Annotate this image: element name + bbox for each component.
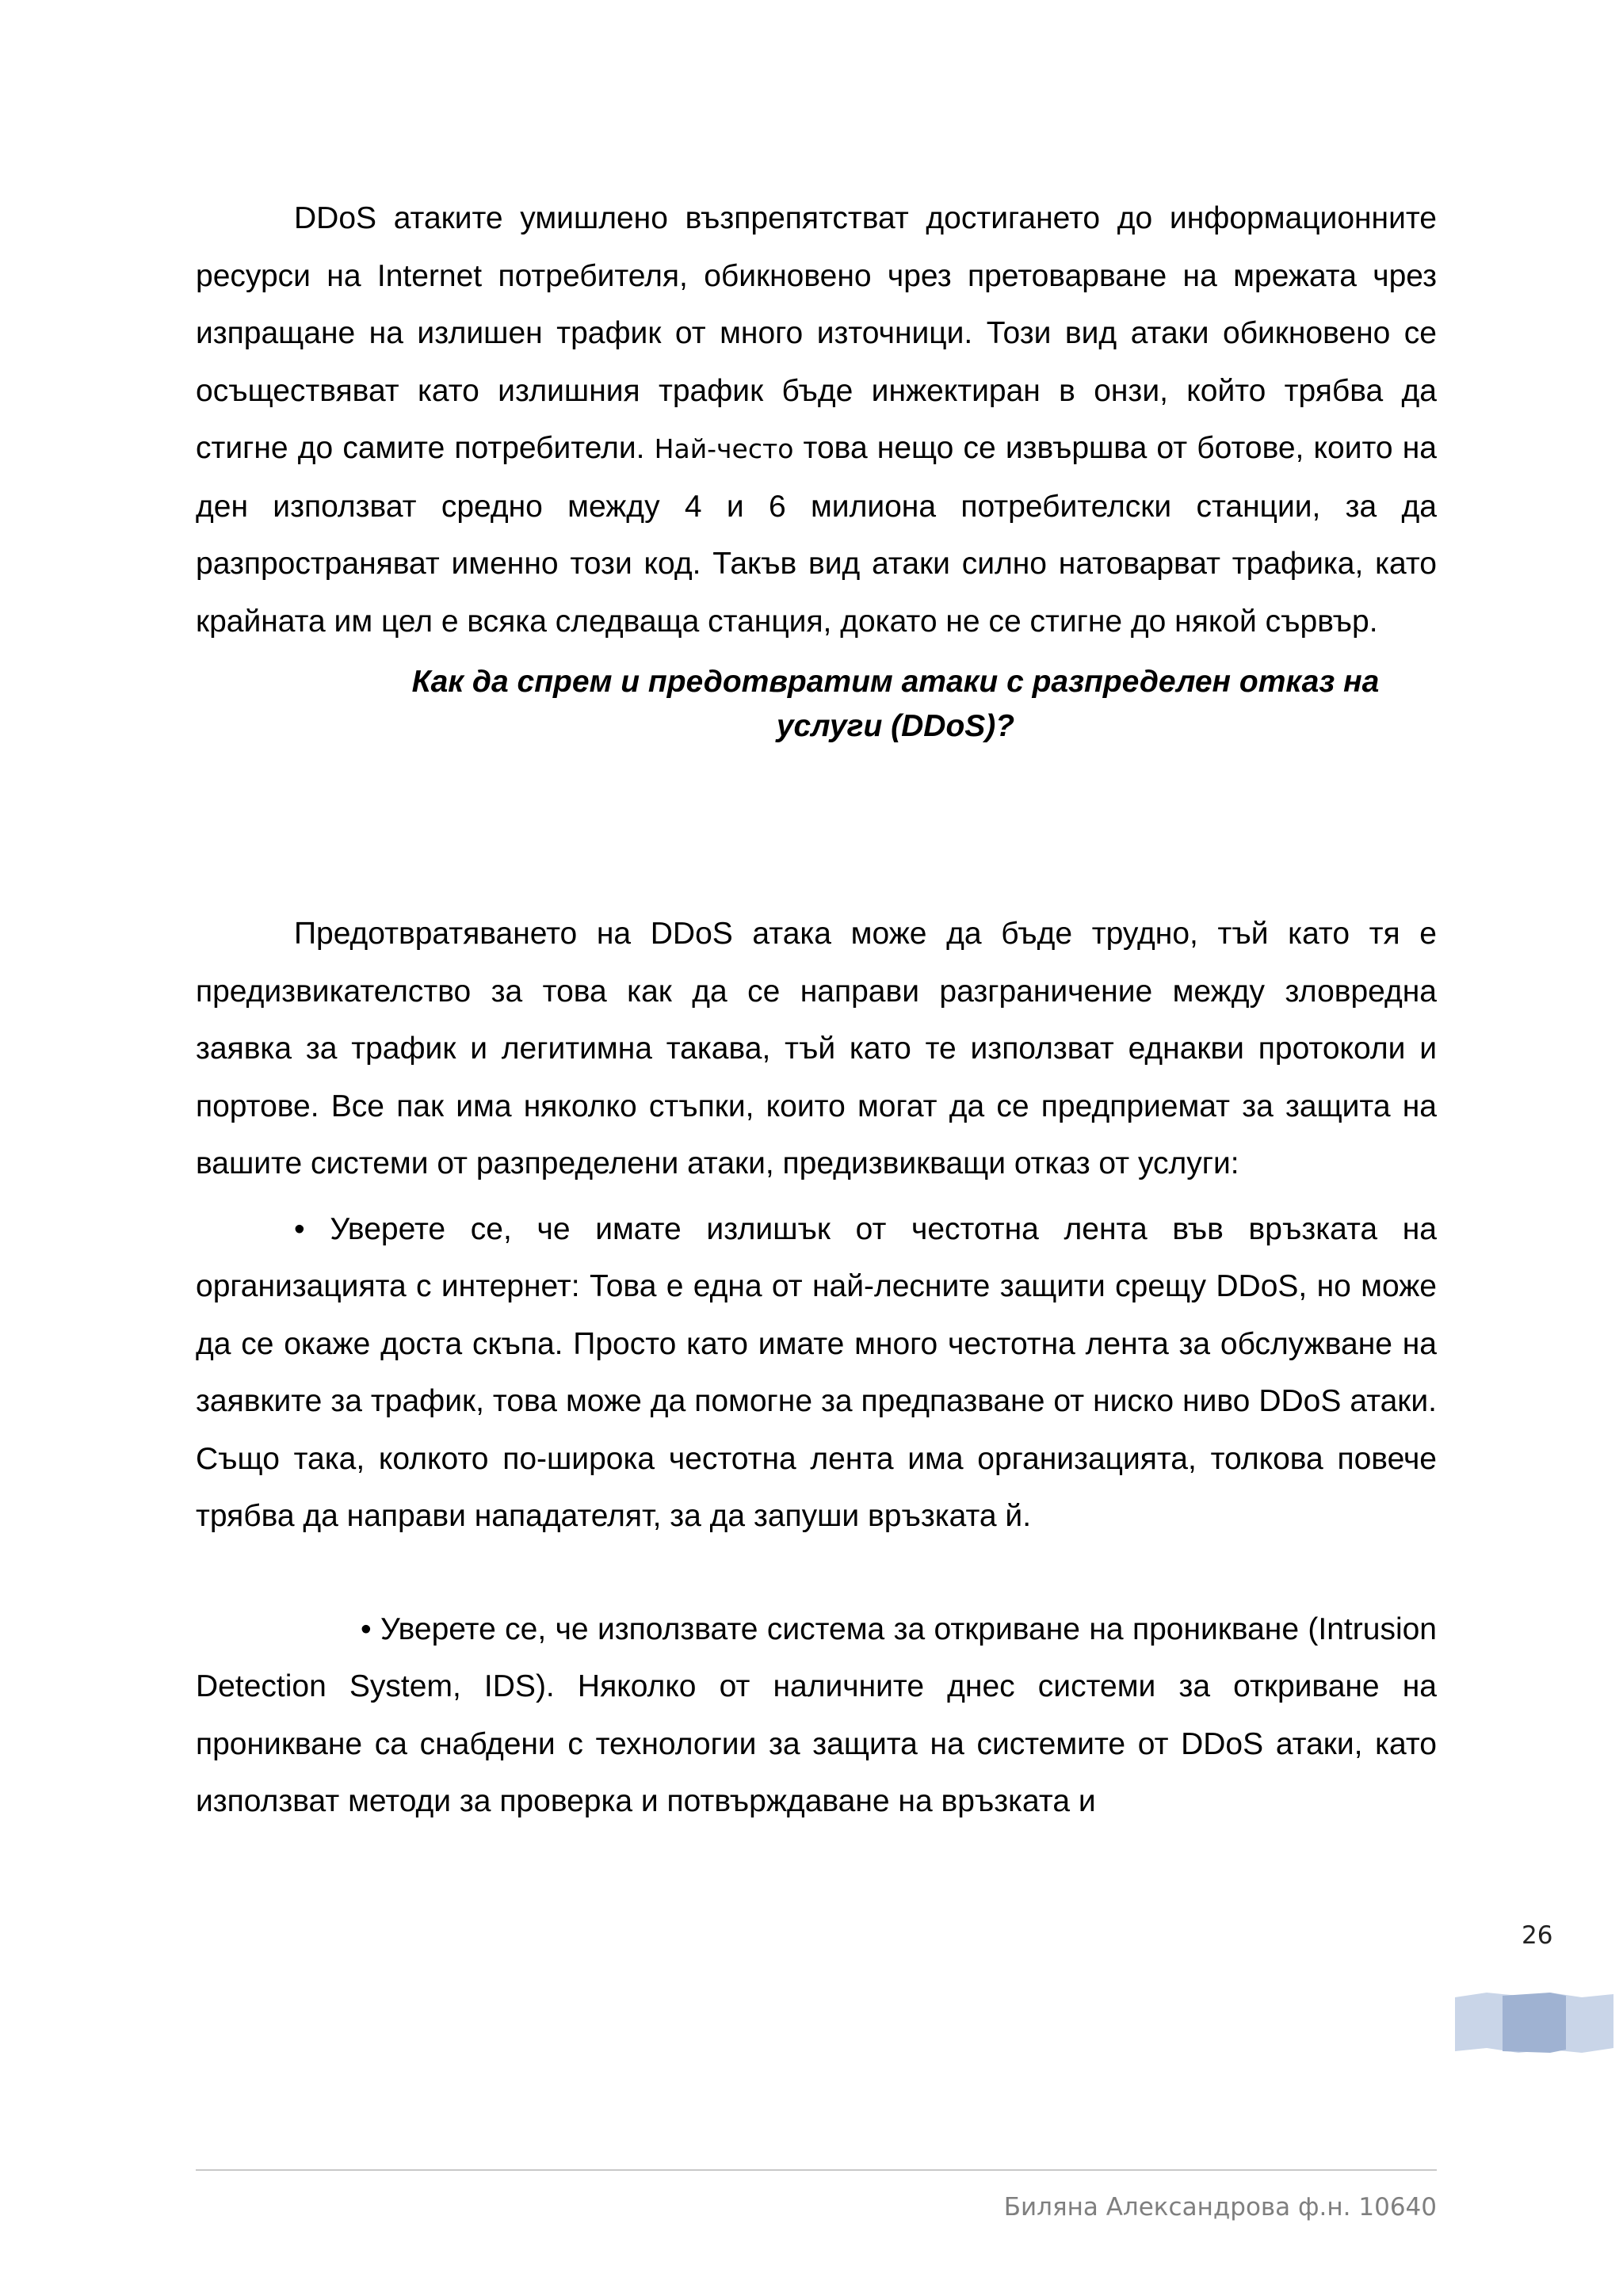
footer-divider	[196, 2169, 1437, 2171]
footer-author: Биляна Александрова ф.н. 10640	[1003, 2193, 1437, 2222]
paragraph-prevention: Предотвратяването на DDoS атака може да бъде трудно, тъй като тя е предизвикателство за това как да се направи разграничение между зловредна заявка за трафик и легитимна такава, тъй като те използват еднакви протоколи и портове. Все пак има няколко стъпки, които могат да се предприемат за защита на вашите системи от разпределени атаки, предизвикващи отказ от услуги:	[196, 917, 1437, 1180]
bullet-ids: • Уверете се, че използвате система за откриване на проникване (Intrusion Detection System, IDS). Няколко от наличните днес системи за откриване на проникване са снабдени с технологии за защита на системите от DDoS атаки, като използват методи за проверка и потвърждаване на връзката и	[196, 1611, 1437, 1818]
paragraph-ddos-intro-rest: това нещо се извършва от ботове, които на ден използват средно между 4 и 6 милиона потребителски станции, за да разпространяват именно този код. Такъв вид атаки силно натоварват трафика, като крайната им цел е всяка следваща станция, докато не се стигне до някой сървър.	[196, 431, 1438, 639]
section-heading-line-2: услуги (DDoS)?	[776, 709, 1015, 743]
section-heading-line-1: Как да спрем и предотвратим атаки с разпределен отказ на	[411, 665, 1380, 699]
page-number: 26	[1522, 1921, 1553, 1950]
page-body	[196, 190, 1437, 1831]
bullet-bandwidth: • Уверете се, че имате излишък от честотна лента във връзката на организацията с интернет: Това е една от най-лесните защити срещу DDoS, но може да се окаже доста скъпа. Просто като имате много честотна лента за обслужване на заявките за трафик, това може да помогне за предпазване от ниско ниво DDoS атаки. Също така, колкото по-широка честотна лента има организацията, толкова повече трябва да направи нападателят, за да запуши връзката й.	[196, 1211, 1437, 1533]
page-tab-graphic-icon	[1455, 1993, 1613, 2053]
section-heading	[196, 660, 1437, 749]
paragraph-ddos-intro-small: Най-често	[654, 433, 794, 464]
paragraph-ddos-intro-main: DDoS атаките умишлено възпрепятстват достигането до информационните ресурси на Internet потребителя, обикновено чрез претоварване на мрежата чрез изпращане на излишен трафик от много източници. Този вид атаки обикновено се осъществяват като излишния трафик бъде инжектиран в онзи, който трябва да стигне до самите потребители.	[196, 201, 1437, 465]
paragraph-ddos-intro	[196, 190, 1437, 650]
